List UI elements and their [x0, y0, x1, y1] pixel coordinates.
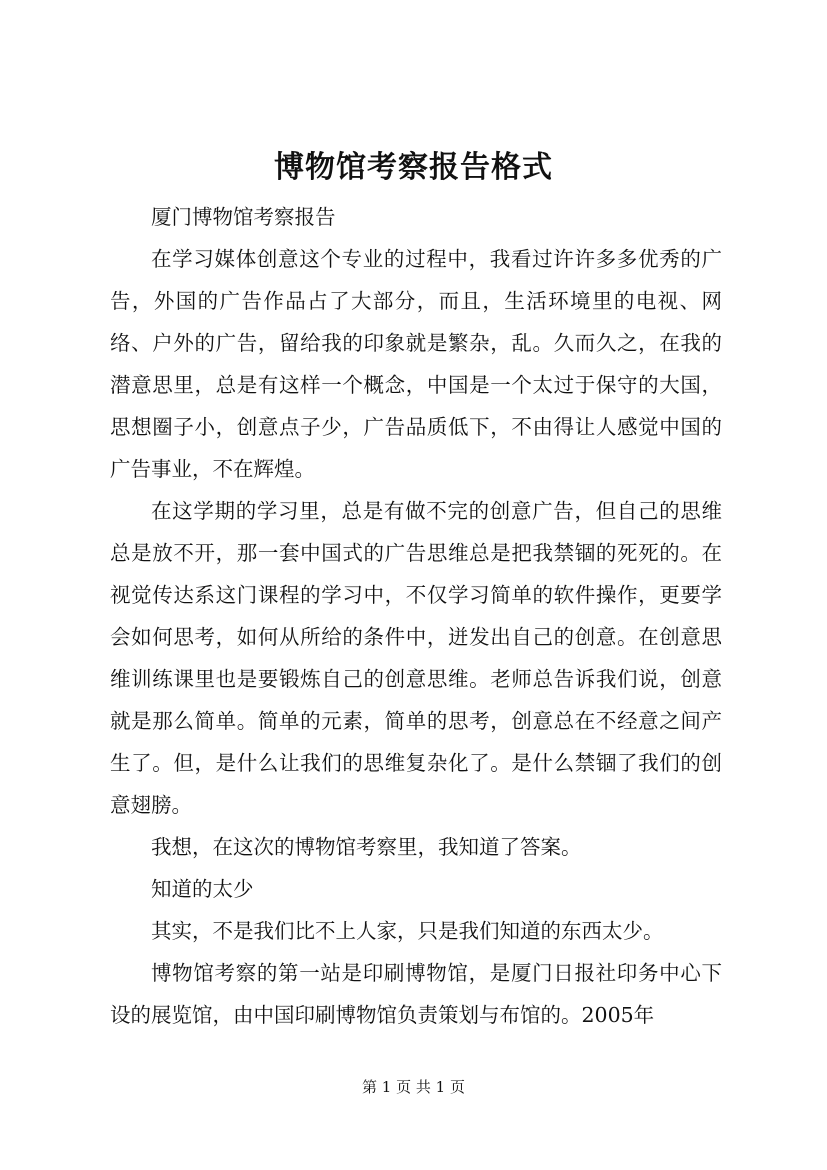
document-body — [110, 196, 722, 1036]
page-footer: 第 1 页 共 1 页 — [362, 1078, 465, 1096]
paragraph: 我想，在这次的博物馆考察里，我知道了答案。 — [151, 835, 582, 859]
paragraph: 其实，不是我们比不上人家，只是我们知道的东西太少。 — [151, 919, 664, 943]
paragraph: 在学习媒体创意这个专业的过程中，我看过许许多多优秀的广告，外国的广告作品占了大部分，而且，生活环境里的电视、网络、户外的广告，留给我的印象就是繁杂，乱。久而久之，在我的潜意思里，总是有这样一个概念，中国是一个太过于保守的大国，思想圈子小，创意点子少，广告品质低下，不由得让人感觉中国的广告事业，不在辉煌。 — [110, 247, 722, 481]
paragraph: 博物馆考察的第一站是印刷博物馆，是厦门日报社印务中心下设的展览馆，由中国印刷博物馆负责策划与布馆的。2005年 — [110, 961, 722, 1027]
section-heading: 知道的太少 — [151, 877, 254, 901]
document-title: 博物馆考察报告格式 — [274, 150, 553, 185]
paragraph: 在这学期的学习里，总是有做不完的创意广告，但自己的思维总是放不开，那一套中国式的广告思维总是把我禁锢的死死的。在视觉传达系这门课程的学习中，不仅学习简单的软件操作，更要学会如何思考，如何从所给的条件中，迸发出自己的创意。在创意思维训练课里也是要锻炼自己的创意思维。老师总告诉我们说，创意就是那么简单。简单的元素，简单的思考，创意总在不经意之间产生了。但，是什么让我们的思维复杂化了。是什么禁锢了我们的创意翅膀。 — [110, 499, 722, 817]
paragraph-subtitle: 厦门博物馆考察报告 — [151, 205, 336, 229]
